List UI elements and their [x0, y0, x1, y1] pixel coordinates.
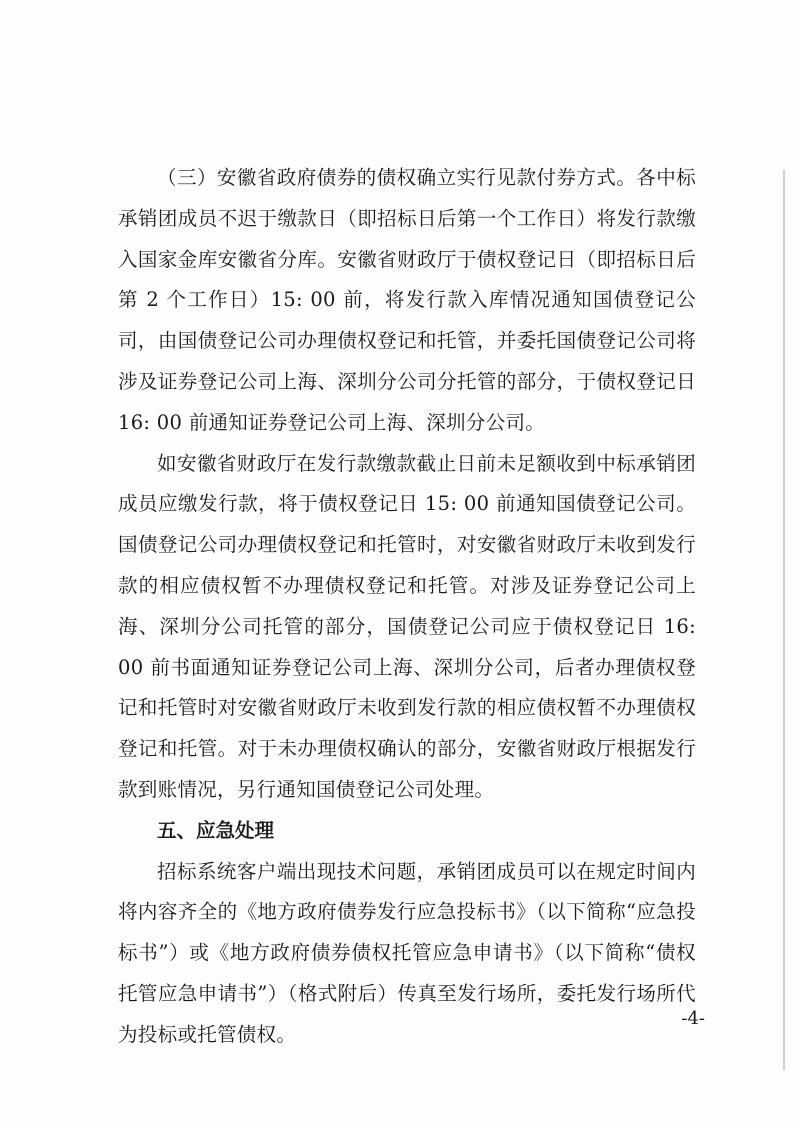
paragraph-settlement-method: （三）安徽省政府债券的债权确立实行见款付券方式。各中标承销团成员不迟于缴款日（即招标日后第一个工作日）将发行款缴入国家金库安徽省分库。安徽省财政厅于债权登记日（即招标日后第 2 个工作日）15: 00 前，将发行款入库情况通知国债登记公司，由国债登记公司办理债权登记和托管，并委托国债登记公司将涉及证券登记公司上海、深圳分公司分托管的部分，于债权登记日 16: 00 前通知证券登记公司上海、深圳分公司。: [118, 166, 696, 434]
paragraph-emergency-procedure: 招标系统客户端出现技术问题，承销团成员可以在规定时间内将内容齐全的《地方政府债券发行应急投标书》（以下简称“应急投标书”）或《地方政府债券债权托管应急申请书》（以下简称“债权托管应急申请书”）（格式附后）传真至发行场所，委托发行场所代为投标或托管债权。: [118, 859, 696, 1046]
page-number: -4-: [681, 1008, 705, 1029]
paragraph-shortfall-handling: 如安徽省财政厅在发行款缴款截止日前未足额收到中标承销团成员应缴发行款，将于债权登记日 15: 00 前通知国债登记公司。国债登记公司办理债权登记和托管时，对安徽省财政厅未收到发行款的相应债权暂不办理债权登记和托管。对涉及证券登记公司上海、深圳分公司托管的部分，国债登记公司应于债权登记日 16: 00 前书面通知证券登记公司上海、深圳分公司，后者办理债权登记和托管时对安徽省财政厅未收到发行款的相应债权暂不办理债权登记和托管。对于未办理债权确认的部分，安徽省财政厅根据发行款到账情况，另行通知国债登记公司处理。: [118, 451, 696, 801]
document-body: [118, 158, 696, 1056]
scan-edge-mark: [783, 170, 785, 1070]
section-heading-emergency: 五、应急处理: [157, 818, 275, 842]
